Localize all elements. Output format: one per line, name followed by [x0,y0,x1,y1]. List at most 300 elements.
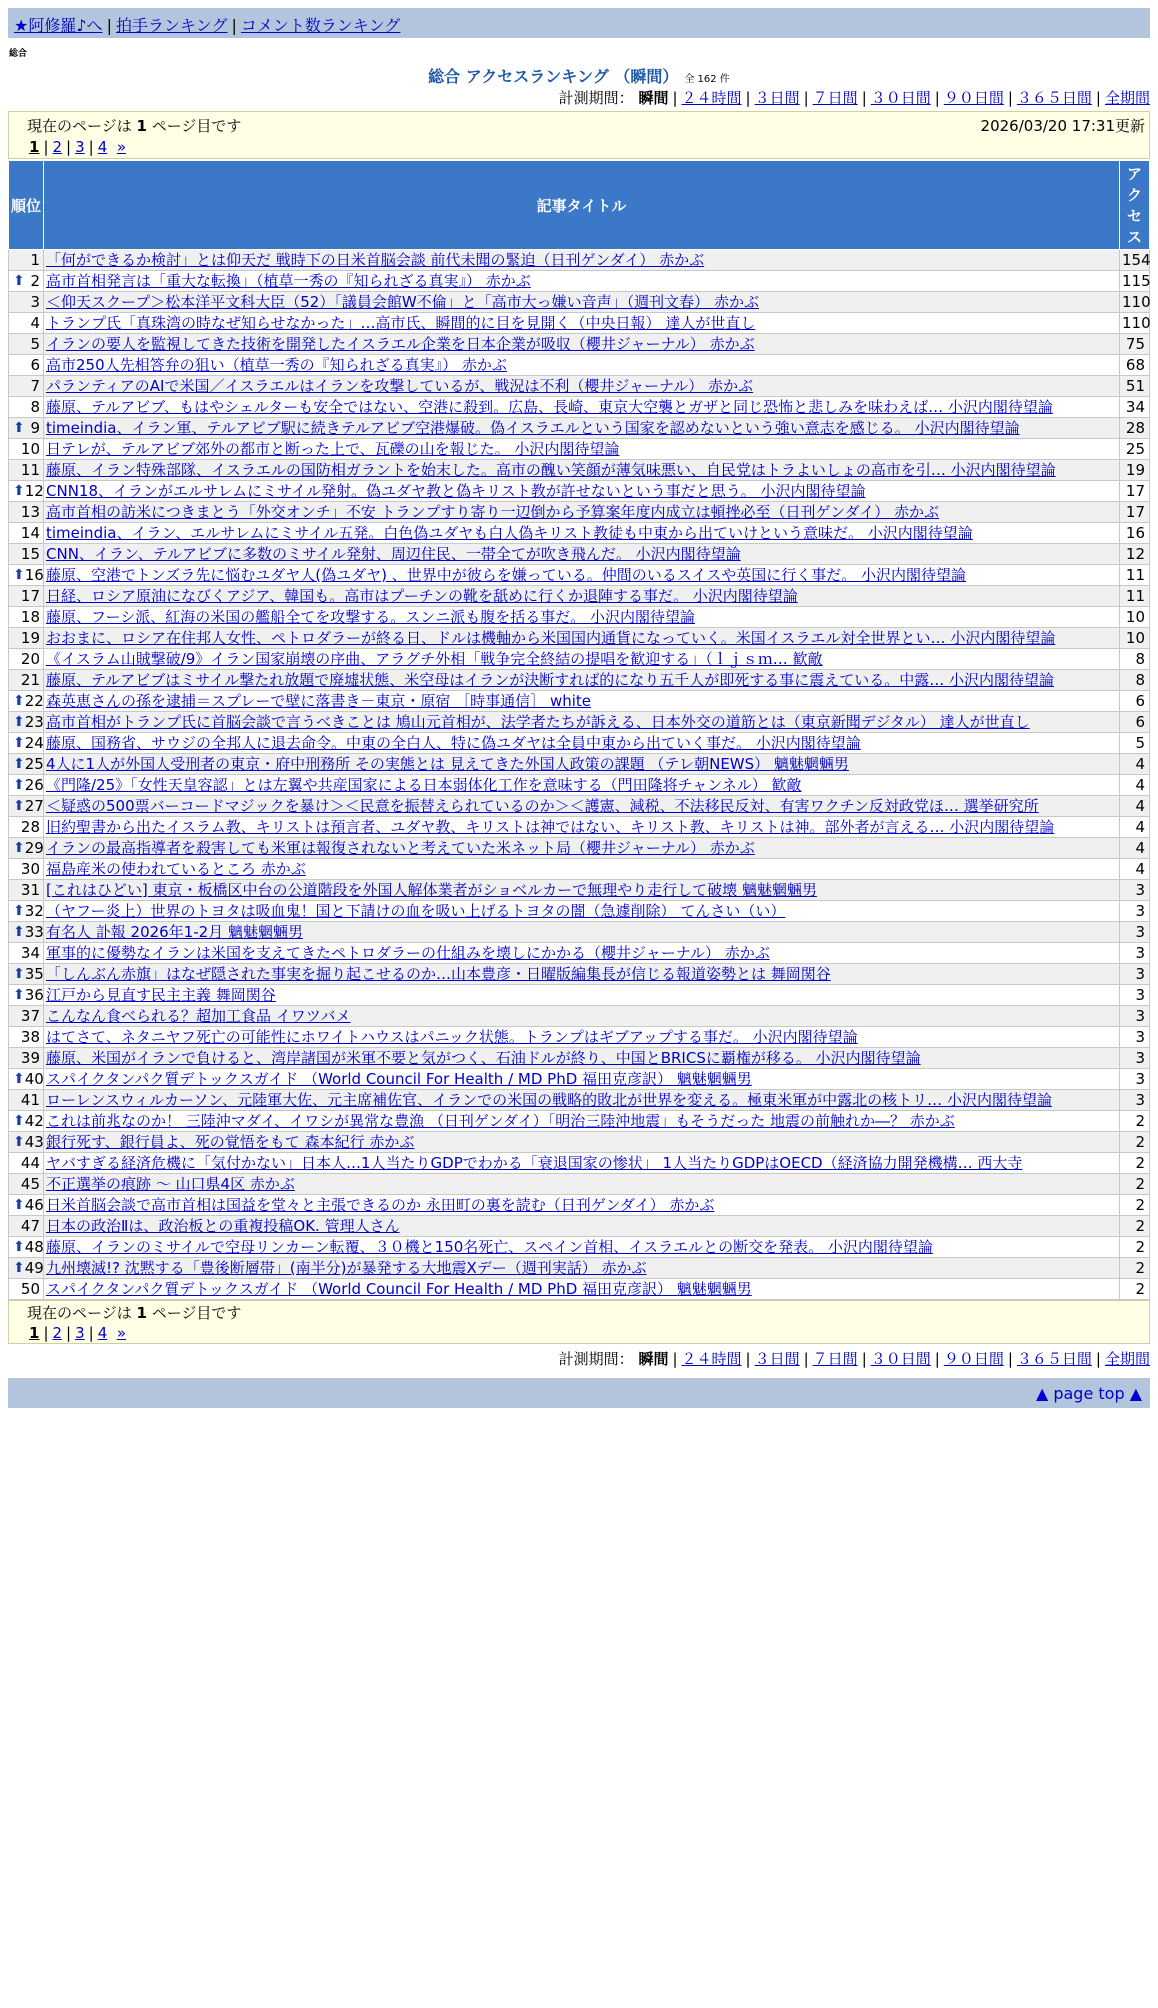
article-title-link[interactable]: スパイクタンパク質デトックスガイド （World Council For Health / MD PhD 福田克彦訳） 魑魅魍魎男 [46,1280,752,1298]
title-cell [44,880,1120,901]
title-cell [44,586,1120,607]
pager-info-bottom [8,1300,1150,1344]
rank-cell [9,1195,44,1216]
rank-cell [9,397,44,418]
up-arrow-icon: ⬆ [13,693,25,709]
article-title-link[interactable]: 福島産米の使われているところ 赤かぶ [46,860,306,878]
title-cell [44,355,1120,376]
period-link-3d[interactable]: ３日間 [754,1350,800,1368]
title-cell [44,964,1120,985]
period-link-7d[interactable]: ７日間 [812,1350,858,1368]
table-row [9,796,1150,817]
up-arrow-icon: ⬆ [13,1197,25,1213]
title-cell [44,943,1120,964]
rank-number: 46 [24,1196,44,1214]
up-arrow-icon: ⬆ [13,987,25,1003]
table-row [9,1258,1150,1279]
title-cell [44,691,1120,712]
title-cell [44,502,1120,523]
rank-number: 26 [24,776,44,794]
access-count: 3 [1120,1048,1150,1069]
period-link-24h[interactable]: ２４時間 [681,1350,742,1368]
period-link-all[interactable]: 全期間 [1104,1350,1150,1368]
up-arrow-icon: ⬆ [13,966,25,982]
table-row [9,670,1150,691]
table-row [9,376,1150,397]
title-cell [44,1258,1120,1279]
access-count: 8 [1120,649,1150,670]
period-link-30d[interactable]: ３０日間 [870,1350,931,1368]
period-selector-bottom: 計測期間： 瞬間 | ２４時間 | ３日間 | ７日間 | ３０日間 | ９０日間 | ３６５日間 | 全期間 [558,1350,1150,1368]
rank-number: 12 [24,482,44,500]
article-title-link[interactable]: 《イスラム山賊撃破/9》イラン国家崩壊の序曲、アラグチ外相「戦争完全終結の提唱を歓迎する」（ｌｊｓｍ… 歓敵 [46,650,823,668]
article-title-link[interactable]: 《門隆/25》「女性天皇容認」とは左翼や共産国家による日本弱体化工作を意味する（門田隆将チャンネル） 歓敵 [46,776,802,794]
title-cell [44,1090,1120,1111]
period-link-90d[interactable]: ９０日間 [943,1350,1004,1368]
nav-link-ashura[interactable]: ★阿修羅♪へ [14,16,103,35]
table-row [9,1195,1150,1216]
category-tag: 総合 [9,49,28,59]
rank-cell [9,712,44,733]
rank-cell [9,1048,44,1069]
article-title-link[interactable]: 藤原、テルアビブ、もはやシェルターも安全ではない、空港に殺到。広島、長崎、東京大空襲とガザと同じ恐怖と悲しみを味わえば… 小沢内閣待望論 [46,398,1053,416]
article-title-link[interactable]: 有名人 訃報 2026年1-2月 魑魅魍魎男 [46,923,303,941]
up-arrow-icon: ⬆ [13,777,25,793]
table-row [9,649,1150,670]
up-arrow-icon: ⬆ [13,567,25,583]
article-title-link[interactable]: 日テレが、テルアビブ郊外の都市と断った上で、瓦礫の山を報じた。 小沢内閣待望論 [46,440,620,458]
table-row [9,250,1150,271]
article-title-link[interactable]: 森英恵さんの孫を逮捕＝スプレーで壁に落書き－東京・原宿 ［時事通信］ white [46,692,591,710]
article-title-link[interactable]: 江戸から見直す民主主義 舞岡関谷 [46,986,276,1004]
article-title-link[interactable]: 高市首相発言は「重大な転換」（植草一秀の『知られざる真実』） 赤かぶ [46,272,531,290]
table-row [9,1216,1150,1237]
access-count: 10 [1120,628,1150,649]
title-cell [44,775,1120,796]
rank-number: 15 [20,545,40,563]
article-title-link[interactable]: 4人に1人が外国人受刑者の東京・府中刑務所 その実態とは 見えてきた外国人政策の課題 （テレ朝NEWS） 魑魅魍魎男 [46,755,849,773]
article-title-link[interactable]: 高市首相の訪米につきまとう「外交オンチ」不安 トランプすり寄り一辺倒から予算案年度内成立は頓挫必至（日刊ゲンダイ） 赤かぶ [46,503,940,521]
pager-info-top [8,111,1150,159]
table-row [9,733,1150,754]
rank-number: 38 [20,1028,40,1046]
period-link-7d[interactable]: ７日間 [812,89,858,107]
access-count: 11 [1120,565,1150,586]
page-link-2[interactable]: 2 [52,138,63,156]
rank-cell [9,1153,44,1174]
rank-number: 5 [30,335,40,353]
up-arrow-icon: ⬆ [13,483,25,499]
rank-cell [9,334,44,355]
access-count: 4 [1120,817,1150,838]
rank-number: 13 [20,503,40,521]
footer-bar [8,1378,1150,1408]
table-row [9,313,1150,334]
article-title-link[interactable]: 日経、ロシア原油になびくアジア、韓国も。高市はプーチンの靴を舐めに行くか退陣する事だ。 小沢内閣待望論 [46,587,798,605]
article-title-link[interactable]: ローレンスウィルカーソン、元陸軍大佐、元主席補佐官、イランでの米国の戦略的敗北が世界を変える。極東米軍が中露北の核トリ… 小沢内閣待望論 [46,1091,1052,1109]
access-count: 2 [1120,1237,1150,1258]
period-label: 計測期間： [558,1350,634,1368]
article-title-link[interactable]: おおまに、ロシア在住邦人女性、ペトロダラーが終る日、ドルは機軸から米国国内通貨になっていく。米国イスラエル対全世界とい… 小沢内閣待望論 [46,629,1056,647]
article-title-link[interactable]: ＜仰天スクープ＞松本洋平文科大臣（52）「議員会館W不倫」と「高市大っ嫌い音声」（週刊文春） 赤かぶ [46,293,759,311]
title-cell [44,313,1120,334]
rank-number: 45 [20,1175,40,1193]
rank-number: 28 [20,818,40,836]
article-title-link[interactable]: トランプ氏「真珠湾の時なぜ知らせなかった」…高市氏、瞬間的に目を見開く（中央日報） 達人が世直し [46,314,756,332]
article-title-link[interactable]: こんなん食べられる？超加工食品 イワツバメ [46,1007,351,1025]
article-title-link[interactable]: CNN、イラン、テルアビブに多数のミサイル発射、周辺住民、一帯全てが吹き飛んだ。 小沢内閣待望論 [46,545,741,563]
rank-number: 2 [30,272,40,290]
title-cell [44,1027,1120,1048]
article-title-link[interactable]: 「何ができるか検討」とは仰天だ 戦時下の日米首脳会談 前代未聞の緊迫（日刊ゲンダイ） 赤かぶ [46,251,705,269]
rank-number: 50 [20,1280,40,1298]
up-arrow-icon: ⬆ [13,1134,25,1150]
rank-cell [9,1258,44,1279]
title-cell [44,418,1120,439]
article-title-link[interactable]: timeindia、イラン軍、テルアビブ駅に続きテルアビブ空港爆破。偽イスラエルという国家を認めないという強い意志を感じる。 小沢内閣待望論 [46,419,1020,437]
access-count: 4 [1120,754,1150,775]
article-title-link[interactable]: 日米首脳会談で高市首相は国益を堂々と主張できるのか 永田町の裏を読む（日刊ゲンダイ） 赤かぶ [46,1196,715,1214]
title-cell [44,1006,1120,1027]
rank-number: 37 [20,1007,40,1025]
access-count: 11 [1120,586,1150,607]
up-arrow-icon: ⬆ [13,924,25,940]
table-row [9,1048,1150,1069]
rank-cell [9,460,44,481]
rank-cell [9,775,44,796]
rank-cell [9,1111,44,1132]
up-arrow-icon: ⬆ [13,903,25,919]
title-cell [44,1153,1120,1174]
total-count: 全 162 件 [684,74,730,85]
access-count: 28 [1120,418,1150,439]
title-cell [44,292,1120,313]
table-row [9,271,1150,292]
title-cell [44,985,1120,1006]
updated-timestamp: 2026/03/20 17:31更新 [980,117,1145,135]
article-title-link[interactable]: 銀行死す、銀行員よ、死の覚悟をもて 森本紀行 赤かぶ [46,1133,415,1151]
access-count: 10 [1120,607,1150,628]
rank-number: 20 [20,650,40,668]
table-row [9,1006,1150,1027]
title-cell [44,544,1120,565]
rank-cell [9,1090,44,1111]
table-row [9,292,1150,313]
rank-cell [9,796,44,817]
title-cell [44,1195,1120,1216]
table-row [9,355,1150,376]
up-arrow-icon: ⬆ [13,1239,25,1255]
rank-cell [9,670,44,691]
access-count: 17 [1120,502,1150,523]
article-title-link[interactable]: 藤原、米国がイランで負けると、湾岸諸国が米軍不要と気がつく、石油ドルが終り、中国とBRICSに覇権が移る。 小沢内閣待望論 [46,1049,921,1067]
page-title: 総合 アクセスランキング （瞬間） [428,67,679,86]
rank-number: 14 [20,524,40,542]
table-row [9,838,1150,859]
article-title-link[interactable]: イランの要人を監視してきた技術を開発したイスラエル企業を日本企業が吸収（櫻井ジャーナル） 赤かぶ [46,335,755,353]
rank-number: 29 [24,839,44,857]
access-count: 3 [1120,922,1150,943]
header-title: 記事タイトル [44,161,1120,250]
rank-number: 1 [30,251,40,269]
article-title-link[interactable]: 日本の政治Ⅱは、政治板との重複投稿OK. 管理人さん [46,1217,400,1235]
nav-separator: | [231,16,237,35]
rank-number: 4 [30,314,40,332]
access-count: 2 [1120,1195,1150,1216]
period-link-all[interactable]: 全期間 [1104,89,1150,107]
title-cell [44,1216,1120,1237]
page-title-line [0,64,1158,87]
access-count: 2 [1120,1153,1150,1174]
rank-number: 10 [20,440,40,458]
article-title-link[interactable]: スパイクタンパク質デトックスガイド （World Council For Health / MD PhD 福田克彦訳） 魑魅魍魎男 [46,1070,752,1088]
rank-cell [9,733,44,754]
access-count: 34 [1120,397,1150,418]
rank-cell [9,1132,44,1153]
up-arrow-icon: ⬆ [13,273,25,289]
title-cell [44,1237,1120,1258]
title-cell [44,460,1120,481]
rank-cell [9,628,44,649]
access-count: 75 [1120,334,1150,355]
title-cell [44,607,1120,628]
table-row [9,460,1150,481]
current-page-text: 現在のページは 1 ページ目です [27,1304,242,1322]
page-link-4[interactable]: 4 [97,138,108,156]
period-link-365d[interactable]: ３６５日間 [1016,89,1092,107]
rank-cell [9,418,44,439]
article-title-link[interactable]: 藤原、イランのミサイルで空母リンカーン転覆、３０機と150名死亡、スペイン首相、イスラエルとの断交を発表。 小沢内閣待望論 [46,1238,933,1256]
rank-cell [9,313,44,334]
rank-cell [9,1027,44,1048]
rank-cell [9,586,44,607]
title-cell [44,754,1120,775]
rank-cell [9,754,44,775]
article-title-link[interactable]: 九州壊滅!? 沈黙する「豊後断層帯」(南半分)が暴発する大地震Xデー（週刊実話） 赤かぶ [46,1259,647,1277]
rank-number: 33 [24,923,44,941]
page-link-2[interactable]: 2 [52,1324,63,1342]
access-count: 6 [1120,712,1150,733]
rank-cell [9,964,44,985]
table-row [9,712,1150,733]
table-row [9,1174,1150,1195]
table-row [9,1111,1150,1132]
rank-number: 48 [24,1238,44,1256]
access-count: 3 [1120,1069,1150,1090]
table-row [9,691,1150,712]
top-nav-bar [8,8,1150,38]
rank-cell [9,1069,44,1090]
title-cell [44,1111,1120,1132]
title-cell [44,922,1120,943]
table-row [9,628,1150,649]
rank-number: 18 [20,608,40,626]
rank-number: 8 [30,398,40,416]
rank-number: 24 [24,734,44,752]
page-current: 1 [29,138,40,156]
up-arrow-icon: ⬆ [13,1260,25,1276]
article-title-link[interactable]: 旧約聖書から出たイスラム教、キリストは預言者、ユダヤ教、キリストは神ではない、キリスト教、キリストは神。部外者が言える… 小沢内閣待望論 [46,818,1055,836]
up-arrow-icon: ⬆ [13,1071,25,1087]
access-count: 68 [1120,355,1150,376]
article-title-link[interactable]: 藤原、空港でトンズラ先に悩むユダヤ人(偽ユダヤ) 、世界中が彼らを嫌っている。仲間のいるスイスや英国に行く事だ。 小沢内閣待望論 [46,566,967,584]
pagination-bottom: 1 | 2 | 3 | 4 » [29,1324,126,1342]
rank-cell [9,838,44,859]
article-title-link[interactable]: CNN18、イランがエルサレムにミサイル発射。偽ユダヤ教と偽キリスト教が許せないという事だと思う。 小沢内閣待望論 [46,482,866,500]
period-label: 計測期間： [558,89,634,107]
table-row [9,481,1150,502]
rank-number: 31 [20,881,40,899]
title-cell [44,1069,1120,1090]
access-count: 3 [1120,901,1150,922]
article-title-link[interactable]: （ヤフー炎上）世界のトヨタは吸血鬼！国と下請けの血を吸い上げるトヨタの闇（急遽削除） てんさい（い） [46,902,786,920]
table-row [9,943,1150,964]
title-cell [44,733,1120,754]
rank-cell [9,1216,44,1237]
article-title-link[interactable]: 不正選挙の痕跡 ～ 山口県4区 赤かぶ [46,1175,295,1193]
title-cell [44,334,1120,355]
rank-cell [9,376,44,397]
period-link-365d[interactable]: ３６５日間 [1016,1350,1092,1368]
article-title-link[interactable]: はてさて、ネタニヤフ死亡の可能性にホワイトハウスはパニック状態。トランプはギブアップする事だ。 小沢内閣待望論 [46,1028,858,1046]
rank-number: 3 [30,293,40,311]
title-cell [44,1279,1120,1300]
period-selector-top: 計測期間： 瞬間 | ２４時間 | ３日間 | ７日間 | ３０日間 | ９０日間 | ３６５日間 | 全期間 [558,89,1150,107]
article-title-link[interactable]: 軍事的に優勢なイランは米国を支えてきたペトロダラーの仕組みを壊しにかかる（櫻井ジャーナル） 赤かぶ [46,944,770,962]
access-count: 2 [1120,1279,1150,1300]
rank-cell [9,607,44,628]
page-link-4[interactable]: 4 [97,1324,108,1342]
page-link-next[interactable]: » [116,138,126,156]
article-title-link[interactable]: 藤原、イラン特殊部隊、イスラエルの国防相ガラントを始末した。高市の醜い笑顔が薄気味悪い、自民党はトラよいしょの高市を引… 小沢内閣待望論 [46,461,1056,479]
rank-number: 34 [20,944,40,962]
title-cell [44,1048,1120,1069]
access-count: 2 [1120,1132,1150,1153]
nav-separator: | [106,16,112,35]
rank-cell [9,1006,44,1027]
access-count: 2 [1120,1258,1150,1279]
access-count: 6 [1120,691,1150,712]
table-row [9,1027,1150,1048]
access-count: 110 [1120,313,1150,334]
article-title-link[interactable]: 高市250人先相答弁の狙い（植草一秀の『知られざる真実』） 赤かぶ [46,356,507,374]
rank-number: 32 [24,902,44,920]
rank-cell [9,1237,44,1258]
rank-cell [9,922,44,943]
title-cell [44,397,1120,418]
title-cell [44,523,1120,544]
title-cell [44,649,1120,670]
period-current: 瞬間 [638,1350,669,1368]
access-count: 2 [1120,1216,1150,1237]
table-row [9,397,1150,418]
rank-number: 16 [24,566,44,584]
article-title-link[interactable]: 藤原、国務省、サウジの全邦人に退去命令。中東の全白人、特に偽ユダヤは全員中東から出ていく事だ。 小沢内閣待望論 [46,734,861,752]
title-cell [44,565,1120,586]
table-row [9,502,1150,523]
rank-cell [9,985,44,1006]
article-title-link[interactable]: 藤原、テルアビブはミサイル撃たれ放題で廃墟状態、米空母はイランが決断すれば的になり五千人が即死する事に震えている。中露… 小沢内閣待望論 [46,671,1054,689]
period-link-24h[interactable]: ２４時間 [681,89,742,107]
rank-number: 11 [20,461,40,479]
up-arrow-icon: ⬆ [13,420,25,436]
title-cell [44,271,1120,292]
up-arrow-icon: ⬆ [13,798,25,814]
rank-cell [9,271,44,292]
article-title-link[interactable]: ＜疑惑の500票バーコードマジックを暴け＞＜民意を振替えられているのか＞＜護憲、減税、不法移民反対、有害ワクチン反対政党ほ… 選挙研究所 [46,797,1039,815]
table-row [9,754,1150,775]
rank-cell [9,943,44,964]
rank-number: 25 [24,755,44,773]
up-arrow-icon: ⬆ [13,735,25,751]
access-count: 154 [1120,250,1150,271]
access-count: 4 [1120,775,1150,796]
period-link-30d[interactable]: ３０日間 [870,89,931,107]
article-title-link[interactable]: パランティアのAIで米国／イスラエルはイランを攻撃しているが、戦況は不利（櫻井ジャーナル） 赤かぶ [46,377,754,395]
rank-number: 22 [24,692,44,710]
rank-cell [9,502,44,523]
page-link-3[interactable]: 3 [75,138,85,156]
article-title-link[interactable]: イランの最高指導者を殺害しても米軍は報復されないと考えていた米ネット局（櫻井ジャーナル） 赤かぶ [46,839,755,857]
rank-number: 40 [24,1070,44,1088]
title-cell [44,376,1120,397]
access-count: 8 [1120,670,1150,691]
up-arrow-icon: ⬆ [13,756,25,772]
ranking-table [8,160,1150,1300]
rank-number: 43 [24,1133,44,1151]
rank-cell [9,817,44,838]
page-link-next[interactable]: » [116,1324,126,1342]
period-current: 瞬間 [638,89,669,107]
access-count: 2 [1120,1174,1150,1195]
period-link-90d[interactable]: ９０日間 [943,89,1004,107]
rank-cell [9,649,44,670]
rank-cell [9,355,44,376]
title-cell [44,439,1120,460]
access-count: 3 [1120,1090,1150,1111]
article-title-link[interactable]: これは前兆なのか！ 三陸沖マダイ、イワシが異常な豊漁 （日刊ゲンダイ）「明治三陸沖地震」もそうだった 地震の前触れか―？ 赤かぶ [46,1112,955,1130]
access-count: 3 [1120,1006,1150,1027]
nav-link-comment-ranking[interactable]: コメント数ランキング [240,16,401,35]
period-link-3d[interactable]: ３日間 [754,89,800,107]
rank-number: 30 [20,860,40,878]
rank-number: 36 [24,986,44,1004]
table-row [9,1237,1150,1258]
access-count: 19 [1120,460,1150,481]
rank-number: 42 [24,1112,44,1130]
access-count: 16 [1120,523,1150,544]
article-title-link[interactable]: 「しんぶん赤旗」はなぜ隠された事実を掘り起こせるのか…山本豊彦・日曜版編集長が信じる報道姿勢とは 舞岡関谷 [46,965,831,983]
table-row [9,1090,1150,1111]
article-title-link[interactable]: timeindia、イラン、エルサレムにミサイル五発。白色偽ユダヤも白人偽キリスト教徒も中東から出ていけという意味だ。 小沢内閣待望論 [46,524,973,542]
article-title-link[interactable]: [これはひどい] 東京・板橋区中台の公道階段を外国人解体業者がショベルカーで無理やり走行して破壊 魑魅魍魎男 [46,881,817,899]
title-cell [44,817,1120,838]
header-access: アクセス [1120,161,1150,250]
rank-cell [9,292,44,313]
title-cell [44,670,1120,691]
table-row [9,418,1150,439]
title-cell [44,901,1120,922]
page-top-link[interactable]: ▲ page top ▲ [1035,1384,1142,1403]
rank-number: 19 [20,629,40,647]
article-title-link[interactable]: 高市首相がトランプ氏に首脳会談で言うべきことは 鳩山元首相が、法学者たちが訴える、日本外交の道筋とは（東京新聞デジタル） 達人が世直し [46,713,1030,731]
article-title-link[interactable]: ヤバすぎる経済危機に「気付かない」日本人…1人当たりGDPでわかる「衰退国家の惨状」 1人当たりGDPはOECD（経済協力開発機構… 西大寺 [46,1154,1023,1172]
page-link-3[interactable]: 3 [75,1324,85,1342]
nav-link-applause-ranking[interactable]: 拍手ランキング [115,16,228,35]
rank-number: 6 [30,356,40,374]
article-title-link[interactable]: 藤原、フーシ派、紅海の米国の艦船全てを攻撃する。スンニ派も腹を括る事だ。 小沢内閣待望論 [46,608,696,626]
header-rank: 順位 [9,161,44,250]
